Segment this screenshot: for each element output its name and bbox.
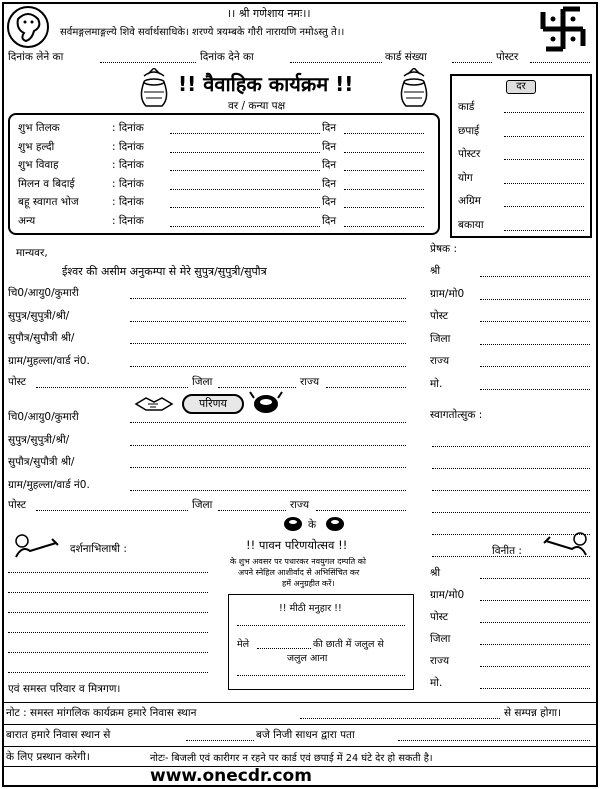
kalash-right-icon [396, 68, 432, 110]
fill-line[interactable] [8, 592, 208, 593]
event-name: मिलन व बिदाई [18, 177, 75, 190]
vinit-field: जिला [430, 633, 451, 645]
fill-line[interactable] [170, 170, 320, 171]
fill-line[interactable] [8, 612, 208, 613]
fill-line[interactable] [504, 136, 584, 137]
fill-line[interactable] [480, 299, 590, 300]
fill-line[interactable] [170, 152, 320, 153]
state-label-2: राज्य [290, 499, 310, 511]
rate-label: अग्रिम [458, 195, 481, 207]
district-label-1: जिला [192, 376, 213, 388]
fill-line[interactable] [432, 468, 590, 469]
festival-line-3: हमें अनुग्रहीत करें। [282, 579, 335, 588]
vinit-field: ग्राम/मो0 [430, 589, 465, 601]
date-given-label: दिनांक देने का [200, 51, 254, 63]
fill-line[interactable] [8, 672, 208, 673]
festival-heading: !! पावन परिणयोत्सव !! [246, 538, 348, 552]
sender-field: ग्राम/मो0 [430, 287, 465, 300]
salutation: मान्यवर, [16, 247, 48, 259]
fill-line[interactable] [344, 170, 424, 171]
intro-text: ईश्वर की असीम अनुकम्पा से मेरे सुपुत्र/सुपुत्री/सुपौत्र [62, 265, 267, 278]
swastik-icon [540, 6, 586, 52]
rates-heading: दर [506, 80, 536, 94]
sweet-box [228, 594, 414, 690]
date-taken-label: दिनांक लेने का [8, 51, 64, 63]
main-title: !! वैवाहिक कार्यक्रम !! [178, 72, 354, 96]
sweet-heading: !! मीठी मनुहार !! [279, 603, 342, 614]
fill-line[interactable] [432, 512, 590, 513]
fill-line[interactable] [344, 189, 424, 190]
event-name: अन्य [18, 214, 36, 227]
body-field-2: चि0/आयु0/कुमारी [8, 411, 79, 423]
fill-line[interactable] [480, 644, 590, 645]
vinit-field: श्री [430, 567, 441, 579]
fill-line[interactable] [8, 632, 208, 633]
sweet-jalul: जलुल आना [287, 653, 328, 664]
fill-line[interactable] [130, 422, 406, 423]
event-name: शुभ हल्दी [18, 140, 55, 153]
fill-line[interactable] [504, 206, 584, 207]
body-field: ग्राम/मुहल्ला/वार्ड नं0. [8, 354, 90, 367]
note1-b: से सम्पन्न होगा। [504, 707, 562, 719]
fill-line[interactable] [170, 189, 320, 190]
fill-line[interactable] [170, 226, 320, 227]
handshake-icon [134, 392, 174, 414]
fill-line[interactable] [170, 207, 320, 208]
card-count-label: कार्ड संख्या [385, 51, 427, 63]
fill-line[interactable] [130, 445, 406, 446]
festival-line-1: के शुभ अवसर पर पधारकर नवयुगल दम्पति को [230, 557, 366, 566]
rate-label: पोस्टर [458, 148, 481, 160]
welcome-heading: स्वागतोत्सुक : [430, 409, 483, 421]
festival-line-2: अपने स्नेहिल आशीर्वाद से अभिसिंचित कर [238, 568, 360, 577]
body-field: चि0/आयु0/कुमारी [8, 287, 79, 299]
fill-line[interactable] [8, 572, 208, 573]
sender-heading: प्रेषक : [430, 243, 457, 255]
post-label-1: पोस्ट [8, 376, 27, 388]
fill-line[interactable] [130, 366, 406, 367]
drum-left-icon [282, 515, 304, 533]
poster-label: पोस्टर [496, 51, 519, 63]
drum-right-icon [324, 515, 346, 533]
rate-label: योग [458, 171, 473, 184]
fill-line[interactable] [480, 622, 590, 623]
fill-line[interactable] [432, 446, 590, 447]
note2-b: बजे निजी साधन द्वारा पता [256, 729, 355, 741]
event-day-label: दिन [322, 214, 337, 227]
body-field: सुपुत्र/सुपुत्री/श्री/ [8, 309, 70, 322]
body-field-2: ग्राम/मुहल्ला/वार्ड नं0. [8, 478, 90, 491]
fill-line[interactable] [480, 344, 590, 345]
event-day-label: दिन [322, 159, 337, 171]
fill-line[interactable] [480, 389, 590, 390]
fill-line[interactable] [130, 490, 406, 491]
rate-label: बकाया [458, 218, 484, 231]
ke-label: के [308, 519, 317, 531]
fill-line[interactable] [344, 152, 424, 153]
fill-line[interactable] [130, 321, 406, 322]
event-day-label: दिन [322, 177, 337, 190]
invocation: ।। श्री गणेशाय नमः।। [227, 7, 311, 20]
rates-box [450, 74, 592, 238]
body-field: सुपौत्र/सुपौत्री श्री/ [8, 332, 75, 344]
note3-b: नोटः- बिजली एवं कारीगर न रहने पर कार्ड एवं छपाई में 24 घंटे देर हो सकती है। [150, 753, 433, 764]
event-date-label: : दिनांक [112, 177, 144, 190]
events-box [8, 113, 440, 235]
event-date-label: : दिनांक [112, 196, 144, 208]
vinit-field: पोस्ट [430, 611, 449, 623]
sender-field: राज्य [430, 355, 450, 367]
shehnai-left-icon [8, 531, 60, 559]
event-day-label: दिन [322, 196, 337, 208]
fill-line[interactable] [504, 230, 584, 231]
fill-line[interactable] [480, 688, 590, 689]
event-name: शुभ विवाह [18, 159, 59, 171]
note3-a: के लिए प्रस्थान करेगी। [6, 751, 90, 763]
fill-line[interactable] [432, 534, 590, 535]
event-day-label: दिन [322, 140, 337, 153]
fill-line[interactable] [480, 666, 590, 667]
vinit-field: मो. [430, 677, 443, 689]
sweet-chhati: की छाती में जलुल से [313, 639, 384, 650]
event-day-label: दिन [322, 122, 337, 134]
body-field-2: सुपौत्र/सुपौत्री श्री/ [8, 456, 75, 468]
fill-line[interactable] [130, 343, 406, 344]
fill-line[interactable] [480, 276, 590, 277]
event-name: शुभ तिलक [18, 122, 60, 134]
parinay-badge: परिणय [182, 394, 244, 414]
body-field-2: सुपुत्र/सुपुत्री/श्री/ [8, 433, 70, 446]
district-label-2: जिला [192, 499, 213, 511]
darshan-footer: एवं समस्त परिवार व मित्रगण। [8, 683, 121, 695]
fill-line[interactable] [504, 159, 584, 160]
fill-line[interactable] [432, 490, 590, 491]
side-label: वर / कन्या पक्ष [228, 100, 286, 112]
fill-line[interactable] [504, 112, 584, 113]
event-date-label: : दिनांक [112, 140, 144, 153]
note2-a: बारात हमारे निवास स्थान से [6, 729, 111, 741]
rate-label: छपाई [458, 124, 480, 137]
website[interactable]: www.onecdr.com [150, 766, 312, 786]
sender-field: श्री [430, 265, 441, 277]
fill-line[interactable] [480, 321, 590, 322]
post-label-2: पोस्ट [8, 499, 27, 511]
event-date-label: : दिनांक [112, 159, 144, 171]
sender-field: पोस्ट [430, 310, 449, 322]
note1-a: नोट : समस्त मांगलिक कार्यक्रम हमारे निवास स्थान [6, 707, 197, 719]
fill-line[interactable] [480, 600, 590, 601]
sender-field: जिला [430, 332, 451, 345]
fill-line[interactable] [344, 226, 424, 227]
event-name: बहू स्वागत भोज [18, 196, 79, 208]
fill-line[interactable] [480, 578, 590, 579]
fill-line[interactable] [130, 298, 406, 299]
vinit-field: राज्य [430, 655, 450, 667]
fill-line[interactable] [480, 366, 590, 367]
darshan-heading: दर्शनाभिलाषी : [70, 543, 127, 555]
fill-line[interactable] [504, 183, 584, 184]
sender-field: मो. [430, 377, 443, 390]
event-date-label: : दिनांक [112, 122, 144, 134]
sweet-mele: मेले [237, 639, 250, 650]
shloka: सर्वमङ्गलमाङ्गल्ये शिवे सर्वार्थसाधिके। शरण्ये त्रयम्बके गौरी नारायणि नमोऽस्तु ते।। [60, 27, 345, 38]
vinit-heading: विनीत : [492, 545, 522, 557]
fill-line[interactable] [8, 652, 208, 653]
fill-line[interactable] [170, 133, 320, 134]
fill-line[interactable] [432, 556, 590, 557]
event-date-label: : दिनांक [112, 214, 144, 227]
state-label-1: राज्य [300, 376, 320, 388]
wedding-pot-icon [248, 390, 284, 416]
fill-line[interactable] [344, 207, 424, 208]
rate-label: कार्ड [458, 101, 475, 113]
fill-line[interactable] [130, 467, 406, 468]
fill-line[interactable] [344, 133, 424, 134]
kalash-left-icon [136, 68, 172, 110]
ganesh-icon [6, 5, 50, 49]
